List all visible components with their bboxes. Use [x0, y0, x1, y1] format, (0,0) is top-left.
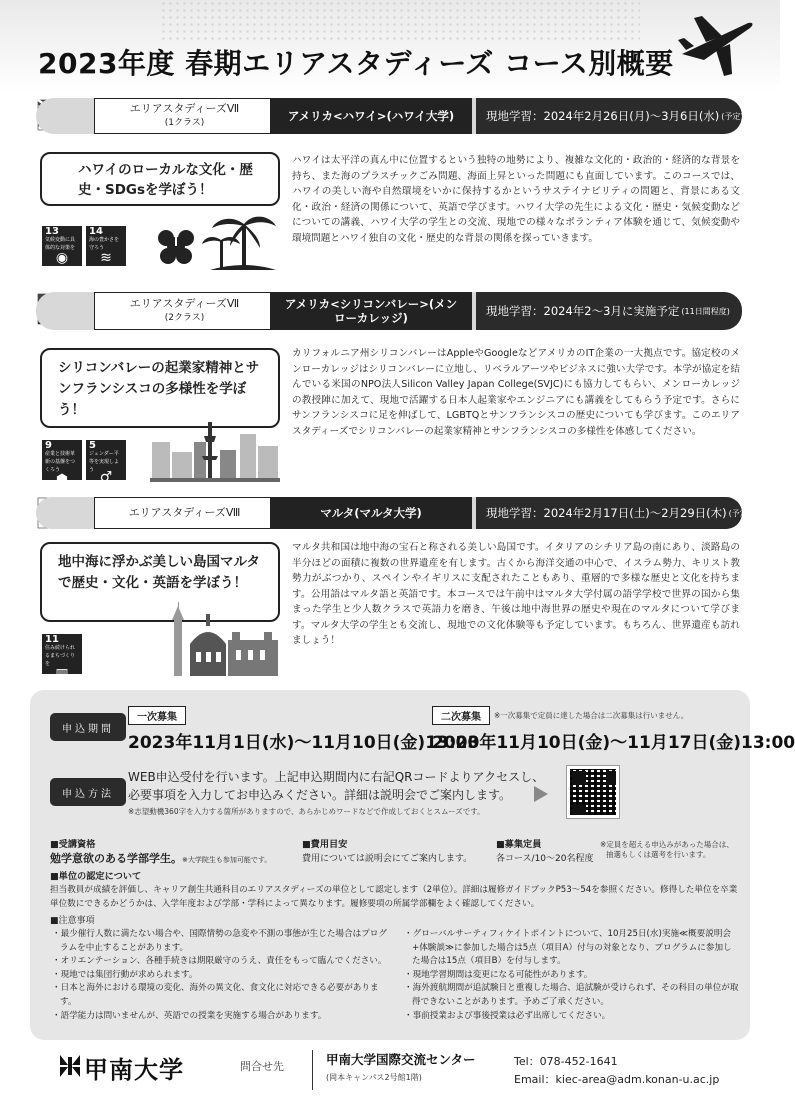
course1-header-bar: [36, 98, 742, 134]
page-title: 2023年度 春期エリアスタディーズ コース別概要: [38, 47, 674, 80]
course1-period: 現地学習：2024年2月26日(月)～3月6日(水) (予定): [476, 98, 742, 134]
list-item: ・現地では集団行動が求められます。: [52, 969, 198, 980]
course2-period: 現地学習：2024年2～3月に実施予定 (11日間程度): [476, 292, 742, 330]
list-item: ・事前授業および事後授業は必ず出席してください。: [404, 1010, 611, 1021]
course2-name: アメリカ<シリコンバレー>(メンローカレッジ): [270, 292, 472, 330]
sdg-11-icon: 11 住み続けられるまちづくりを ▥: [42, 634, 82, 674]
list-item: ・日本と海外における環境の変化、海外の異文化、食文化に対応できる必要があります。: [52, 983, 379, 1007]
list-item: ・最少催行人数に満たない場合や、国際情勢の急変や不測の事態が生じた場合はプログラムを中止することがあります。: [52, 929, 387, 953]
konan-logo-icon: [58, 1053, 82, 1079]
airplane-icon: [676, 10, 756, 80]
eligibility-section: ■受講資格 勉学意欲のある学部学生。※大学院生も参加可能です。: [50, 839, 272, 865]
center-name: 甲南大学国際交流センター: [326, 1052, 476, 1067]
course3-period: 現地学習：2024年2月17日(土)～2月29日(木) (予定): [476, 497, 742, 529]
contact-email[interactable]: Email：kiec-area@adm.konan-u.ac.jp: [514, 1073, 720, 1086]
capacity-note: ※定員を超える申込みがあった場合は、 抽選もしくは選考を行います。: [600, 840, 734, 859]
course2-lead: シリコンバレーの起業家精神とサンフランシスコの多様性を学ぼう！: [40, 348, 280, 428]
second-round-tag: 二次募集: [432, 706, 490, 725]
course2-header-bar: [36, 292, 742, 330]
course3-lead: 地中海に浮かぶ美しい島国マルタで歴史・文化・英語を学ぼう！: [40, 542, 280, 622]
first-round-date: 2023年11月1日(水)～11月10日(金)13:00: [128, 733, 480, 753]
sdg-13-icon: 13 気候変動に具体的な対策を ◉: [42, 226, 82, 266]
second-round-date: 2023年11月10日(金)～11月17日(金)13:00: [432, 733, 795, 753]
list-item: ・現地学習期間は変更になる可能性があります。: [404, 969, 593, 980]
list-item: ・海外渡航期間が追試験日と重複した場合、追試験が受けられず、その科目の単位が取得できないことがあります。予めご了承ください。: [404, 983, 739, 1007]
application-period-label: 申込期間: [50, 713, 126, 741]
university-logo: 甲南大学: [84, 1056, 184, 1084]
qr-code[interactable]: [567, 766, 619, 818]
contact-tel[interactable]: Tel：078-452-1641: [514, 1055, 618, 1068]
sdg-14-icon: 14 海の豊かさを守ろう ≋: [86, 226, 126, 266]
hibiscus-palm-illustration: [150, 210, 280, 272]
application-method-text: WEB申込受付を行います。上記申込期間内に右記QRコードよりアクセスし、 必要事項を入力してお申込みください。詳細は説明会でご案内します。: [128, 770, 545, 802]
application-method-label: 申込方法: [50, 778, 126, 806]
course2-description: カリフォルニア州シリコンバレーはAppleやGoogleなどアメリカのIT企業の一大拠点です。協定校のメンローカレッジはシリコンバレーに立地し、リベラルアーツやビジネスに強い大学です。本学が協定を結んでいる米国のNPO法人Silicon Valley Japan College(SVJC)にも協力してもらい、メンローカレッジの教授陣に加えて、現地で活躍する日本人起業家やエンジニアにも講義をしてもらう予定です。さらにサンフランシスコに足を伸ばして、LGBTQとサンフランシスコの歴史についても学びます。このエリアスタディーズでシリコンバレーの起業家精神とサンフランシスコの多様性を体感してください。: [292, 348, 740, 437]
malta-church-illustration: [160, 600, 280, 676]
city-skyline-illustration: [150, 412, 280, 482]
course3-description: マルタ共和国は地中海の宝石と称される美しい島国です。イタリアのシチリア島の南にあり、淡路島の半分ほどの面積に複数の世界遺産を有します。古くから海洋交通の中心で、イスラム勢力、キリスト教勢力がぶつかり、スペインやイギリスに支配されたこともあり、重層的で多様な歴史と文化を持ちます。公用語はマルタ語と英語です。本コースでは午前中はマルタ大学付属の語学学校で世界の国から集まった学生と少人数クラスで英語力を磨き、午後は地中海世界の歴史や現在のマルタについて学びます。マルタ大学の学生とも交流し、現地での文化体験等も予定しています。もちろん、世界遺産も訪れましょう！: [292, 542, 740, 646]
list-item: ・語学能力は問いませんが、英語での授業を実施する場合があります。: [52, 1010, 327, 1021]
course3-label: エリアスタディーズⅧ: [94, 497, 274, 529]
list-item: ・グローバルサーティフィケイトポイントについて、10月25日(水)実施≪概要説明会+体験談≫に参加した場合は5点（項目A）付与の対象となり、プログラムに参加した場合は15点（項目B）を付与します。: [404, 929, 732, 967]
course3-header-bar: [36, 497, 751, 529]
arrow-right-icon: [534, 786, 548, 802]
center-location: (岡本キャンパス2号館1階): [326, 1073, 422, 1082]
world-map-dots: [160, 0, 640, 40]
notes-right-list: [404, 928, 740, 1023]
credit-section: ■単位の認定について 担当教員が成績を評価し、キャリア創生共通科目のエリアスタディーズの単位として認定します（2単位）。詳細は履修ガイドブックP53～54を参照ください。修得した単位を卒業単位数にできるかどうかは、入学年度および学部・学科によって異なります。履修要項の所属学部欄をよく確認してください。: [50, 871, 738, 909]
course2-label: エリアスタディーズⅦ (2クラス): [94, 292, 274, 330]
course1-description: ハワイは太平洋の真ん中に位置するという独特の地勢により、複雑な文化的・政治的・経済的な背景を持ち、また海のプラスチックごみ問題、海面上昇といった問題にも直面しています。このコースでは、ハワイの美しい海や自然環境をいかに保持するかというサステイナビリティの問題と、背景にある文化・政治・経済の関係について、英語で学びます。ハワイ大学の先生による文化・歴史・気候変動などについての講義、ハワイ大学の学生との交流、現地での様々なボランティア体験を通じて、気候変動や環境問題とハワイ独自の文化・歴史的な背景の関係を探っていきます。: [292, 155, 740, 244]
course1-label: エリアスタディーズⅦ (1クラス): [94, 98, 274, 134]
second-round-note: ※一次募集で定員に達した場合は二次募集は行いません。: [494, 711, 689, 720]
list-item: ・オリエンテーション、各種手続きは期限厳守のうえ、責任をもって臨んでください。: [52, 956, 387, 967]
course1-lead: ハワイのローカルな文化・歴史・SDGsを学ぼう！: [40, 152, 280, 206]
footer-divider: [312, 1050, 313, 1090]
application-method-note: ※志望動機360字を入力する箇所がありますので、あらかじめワードなどで作成しておくとスムーズです。: [128, 807, 485, 816]
notes-left-list: [52, 928, 390, 1023]
course3-name: マルタ(マルタ大学): [270, 497, 472, 529]
sdg-5-icon: 5 ジェンダー平等を実現しよう ⚥: [86, 440, 126, 480]
cost-section: ■費用目安 費用については説明会にてご案内します。: [302, 839, 473, 864]
first-round-tag: 一次募集: [128, 706, 186, 725]
course1-name: アメリカ<ハワイ>(ハワイ大学): [270, 98, 472, 134]
notes-heading: ■注意事項: [50, 916, 95, 926]
contact-label: 問合せ先: [240, 1060, 284, 1073]
capacity-section: ■募集定員 各コース/10～20名程度: [496, 839, 594, 864]
sdg-9-icon: 9 産業と技術革新の基盤をつくろう ⬢: [42, 440, 82, 480]
